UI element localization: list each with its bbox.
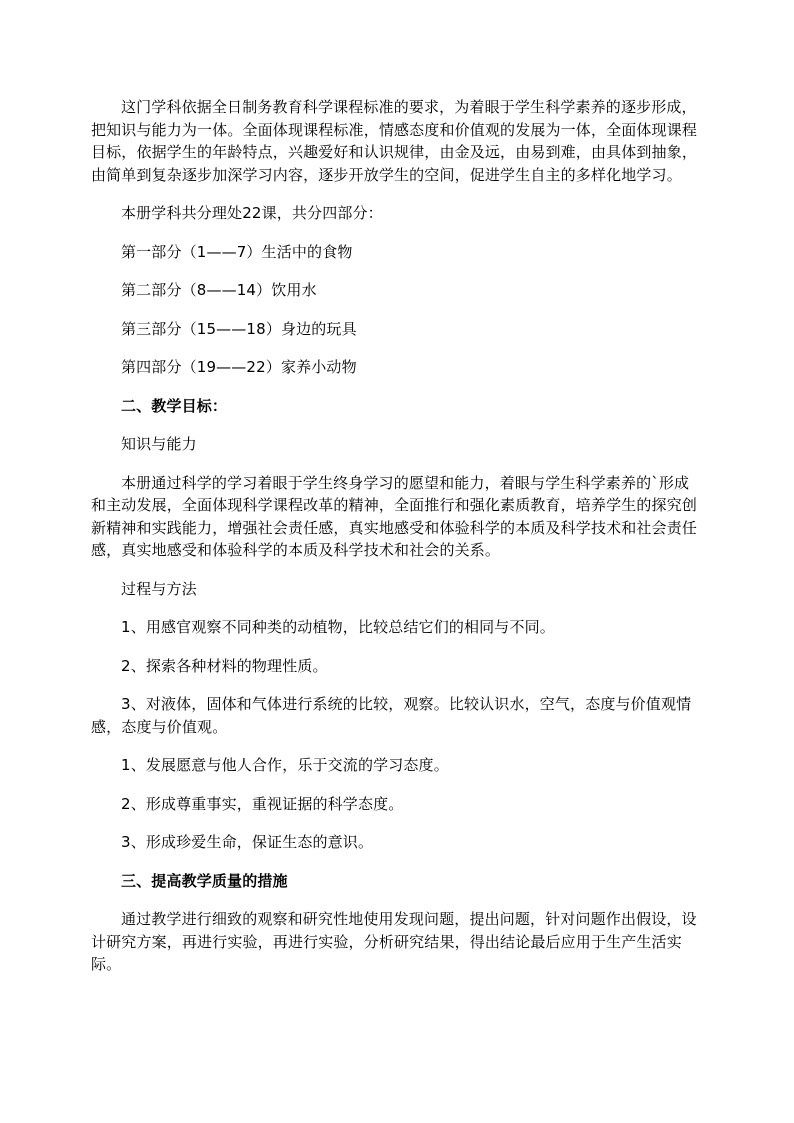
part-2-paragraph: 第二部分（8——14）饮用水 (121, 281, 317, 299)
attitude-item-3: 3、形成珍爱生命，保证生态的意识。 (121, 833, 374, 851)
attitude-item-2: 2、形成尊重事实，重视证据的科学态度。 (121, 794, 404, 813)
part-4-paragraph: 第四部分（19——22）家养小动物 (121, 358, 357, 376)
knowledge-paragraph: 本册通过科学的学习着眼于学生终身学习的愿望和能力，着眼与学生科学素养的`形成和主动发展，全面体现科学课程改革的精神，全面推行和强化素质教育，培养学生的探究创新精神和实践能力，增强社会责任感，真实地感受和体验科学的本质及科学技术和社会责任感，真实地感受和体验科学的本质及科学技术和社会的关系。 (91, 473, 698, 559)
lessons-total-paragraph: 本册学科共分理处22课，共分四部分： (121, 204, 383, 222)
process-item-2: 2、探索各种材料的物理性质。 (121, 656, 328, 675)
section-heading-measures: 三、提高教学质量的措施 (121, 871, 288, 890)
process-item-3: 3、对液体，固体和气体进行系统的比较，观察。比较认识水，空气，态度与价值观情感，态度与价值观。 (91, 695, 692, 736)
document-body (91, 96, 703, 976)
attitude-item-1: 1、发展愿意与他人合作，乐于交流的学习态度。 (121, 756, 449, 774)
part-3-paragraph: 第三部分（15——18）身边的玩具 (121, 319, 357, 338)
intro-paragraph: 这门学科依据全日制务教育科学课程标准的要求，为着眼于学生科学素养的逐步形成，把知识与能力为一体。全面体现课程标准，情感态度和价值观的发展为一体，全面体现课程目标，依据学生的年龄特点，兴趣爱好和认识规律，由金及远，由易到难，由具体到抽象，由简单到复杂逐步加深学习内容，逐步开放学生的空间，促进学生自主的多样化地学习。 (91, 98, 698, 184)
process-title: 过程与方法 (121, 579, 197, 598)
process-item-1: 1、用感官观察不同种类的动植物，比较总结它们的相同与不同。 (121, 618, 555, 636)
part-1-paragraph: 第一部分（1——7）生活中的食物 (121, 242, 353, 261)
section-heading-teaching-goals: 二、教学目标： (121, 396, 228, 415)
measures-paragraph: 通过教学进行细致的观察和研究性地使用发现问题，提出问题，针对问题作出假设，设计研究方案，再进行实验，再进行实验，分析研究结果，得出结论最后应用于生产生活实际。 (91, 910, 697, 973)
knowledge-title: 知识与能力 (121, 435, 197, 453)
